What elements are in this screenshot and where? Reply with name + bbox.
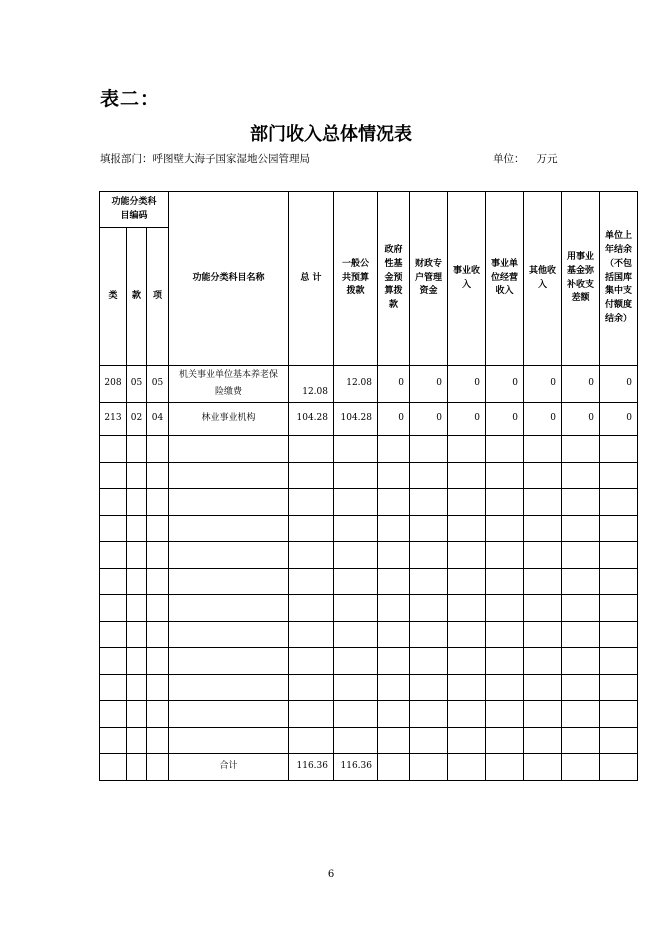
reporting-department: 填报部门：呼图壁大海子国家湿地公园管理局 <box>100 153 310 165</box>
cell-fiscal: 0 <box>410 403 448 436</box>
empty-row <box>100 595 638 622</box>
totals-row <box>100 754 638 781</box>
cell-gov-fund: 0 <box>378 403 410 436</box>
header-gov-fund: 政府性基金预算拨款 <box>378 192 410 366</box>
empty-row <box>100 515 638 542</box>
totals-general: 116.36 <box>334 754 378 781</box>
cell-other: 0 <box>524 366 562 403</box>
unit-label: 单位： <box>493 153 525 165</box>
cell-kuan: 02 <box>127 403 147 436</box>
empty-row <box>100 489 638 516</box>
header-lei: 类 <box>100 228 127 366</box>
unit-line <box>493 151 558 166</box>
totals-label: 合计 <box>169 754 289 781</box>
cell-fiscal: 0 <box>410 366 448 403</box>
header-name: 功能分类科目名称 <box>169 192 289 366</box>
empty-row <box>100 701 638 728</box>
header-other-income: 其他收入 <box>524 192 562 366</box>
header-business-income: 事业收入 <box>448 192 486 366</box>
empty-row <box>100 621 638 648</box>
cell-name: 林业事业机构 <box>169 403 289 436</box>
totals-total: 116.36 <box>289 754 334 781</box>
empty-row <box>100 674 638 701</box>
cell-total: 104.28 <box>289 403 334 436</box>
empty-row <box>100 462 638 489</box>
cell-business: 0 <box>448 403 486 436</box>
cell-lei: 208 <box>100 366 127 403</box>
empty-row <box>100 568 638 595</box>
cell-xiang: 05 <box>147 366 169 403</box>
header-kuan: 款 <box>127 228 147 366</box>
empty-row <box>100 542 638 569</box>
cell-operating: 0 <box>486 403 524 436</box>
income-summary-table <box>99 191 638 781</box>
cell-gov-fund: 0 <box>378 366 410 403</box>
table-row <box>100 403 638 436</box>
cell-other: 0 <box>524 403 562 436</box>
empty-row <box>100 648 638 675</box>
cell-carryover: 0 <box>600 403 638 436</box>
unit-value: 万元 <box>536 153 558 165</box>
header-total: 总 计 <box>289 192 334 366</box>
empty-row <box>100 436 638 463</box>
cell-kuan: 05 <box>127 366 147 403</box>
header-carryover: 单位上年结余（不包括国库集中支付额度结余） <box>600 192 638 366</box>
header-fiscal-special: 财政专户管理资金 <box>410 192 448 366</box>
cell-total: 12.08 <box>289 366 334 403</box>
page-title: 部门收入总体情况表 <box>250 124 412 145</box>
header-reserve-fund: 用事业基金弥补收支差额 <box>562 192 600 366</box>
cell-business: 0 <box>448 366 486 403</box>
cell-xiang: 04 <box>147 403 169 436</box>
cell-reserve: 0 <box>562 366 600 403</box>
cell-lei: 213 <box>100 403 127 436</box>
header-operating-income: 事业单位经营收入 <box>486 192 524 366</box>
cell-operating: 0 <box>486 366 524 403</box>
table-label: 表二： <box>100 88 161 110</box>
table-row <box>100 366 638 403</box>
cell-general: 104.28 <box>334 403 378 436</box>
cell-name: 机关事业单位基本养老保险缴费 <box>169 366 289 403</box>
header-general-budget: 一般公共预算拨款 <box>334 192 378 366</box>
cell-general: 12.08 <box>334 366 378 403</box>
page-number: 6 <box>327 869 335 880</box>
empty-row <box>100 727 638 754</box>
cell-carryover: 0 <box>600 366 638 403</box>
header-xiang: 项 <box>147 228 169 366</box>
cell-reserve: 0 <box>562 403 600 436</box>
header-code-group: 功能分类科目编码 <box>100 192 169 228</box>
